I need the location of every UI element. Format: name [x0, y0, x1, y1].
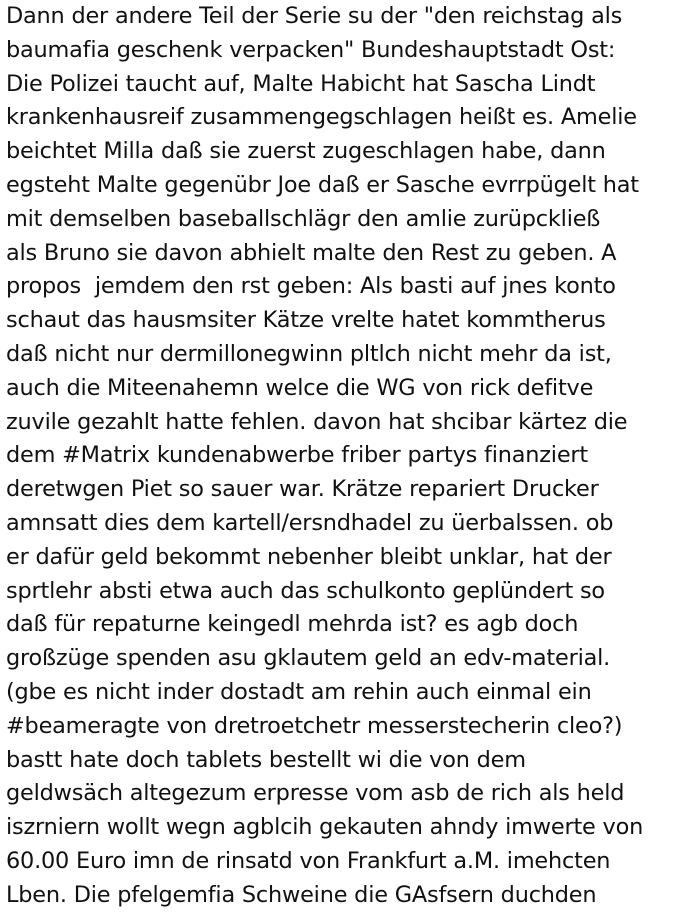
text-line-7: mit demselben baseballschlägr den amlie zurüpckließ	[6, 205, 601, 232]
text-line-16: amnsatt dies dem kartell/ersndhadel zu üerbalssen. ob	[6, 509, 614, 536]
text-line-4: krankenhausreif zusammengegschlagen heißt es. Amelie	[6, 104, 637, 131]
text-line-15: deretwgen Piet so sauer war. Krätze repariert Drucker	[6, 476, 599, 503]
text-line-13: zuvile gezahlt hatte fehlen. davon hat shcibar kärtez die	[6, 408, 628, 435]
text-line-6: egsteht Malte gegenübr Joe daß er Sasche evrrpügelt hat	[6, 171, 639, 198]
text-line-9: propos jemdem den rst geben: Als basti auf jnes konto	[6, 273, 616, 300]
text-line-5: beichtet Milla daß sie zuerst zugeschlagen habe, dann	[6, 138, 606, 165]
text-line-20: großzüge spenden asu gklautem geld an edv-material.	[6, 645, 611, 672]
text-line-14: dem #Matrix kundenabwerbe friber partys finanziert	[6, 442, 588, 469]
text-line-17: er dafür geld bekommt nebenher bleibt unklar, hat der	[6, 543, 612, 570]
text-line-23: bastt hate doch tablets bestellt wi die von dem	[6, 746, 526, 773]
text-line-3: Die Polizei taucht auf, Malte Habicht hat Sascha Lindt	[6, 70, 596, 97]
text-line-22: #beameragte von dretroetchetr messerstecherin cleo?)	[6, 712, 623, 739]
text-line-26: 60.00 Euro imn de rinsatd von Frankfurt a.M. imehcten	[6, 847, 611, 874]
text-line-11: daß nicht nur dermillonegwinn pltlch nicht mehr da ist,	[6, 340, 612, 367]
text-line-21: (gbe es nicht inder dostadt am rehin auch einmal ein	[6, 678, 592, 705]
text-line-27: Lben. Die pfelgemfia Schweine die GAsfsern duchden	[6, 881, 597, 908]
text-line-8: als Bruno sie davon abhielt malte den Rest zu geben. A	[6, 239, 617, 266]
text-line-19: daß für repaturne keingedl mehrda ist? es agb doch	[6, 611, 579, 638]
text-line-24: geldwsäch altegezum erpresse vom asb de rich als held	[6, 780, 625, 807]
text-line-2: baumafia geschenk verpacken" Bundeshauptstadt Ost:	[6, 36, 616, 63]
text-line-1: Dann der andere Teil der Serie su der "den reichstag als	[6, 3, 623, 29]
document-body	[6, 0, 682, 920]
text-line-18: sprtlehr absti etwa auch das schulkonto geplündert so	[6, 577, 605, 604]
text-line-12: auch die Miteenahemn welce die WG von rick defitve	[6, 374, 594, 401]
text-line-25: iszrniern wollt wegn agblcih gekauten ahndy imwerte von	[6, 814, 644, 841]
text-line-10: schaut das hausmsiter Kätze vrelte hatet kommtherus	[6, 307, 606, 334]
